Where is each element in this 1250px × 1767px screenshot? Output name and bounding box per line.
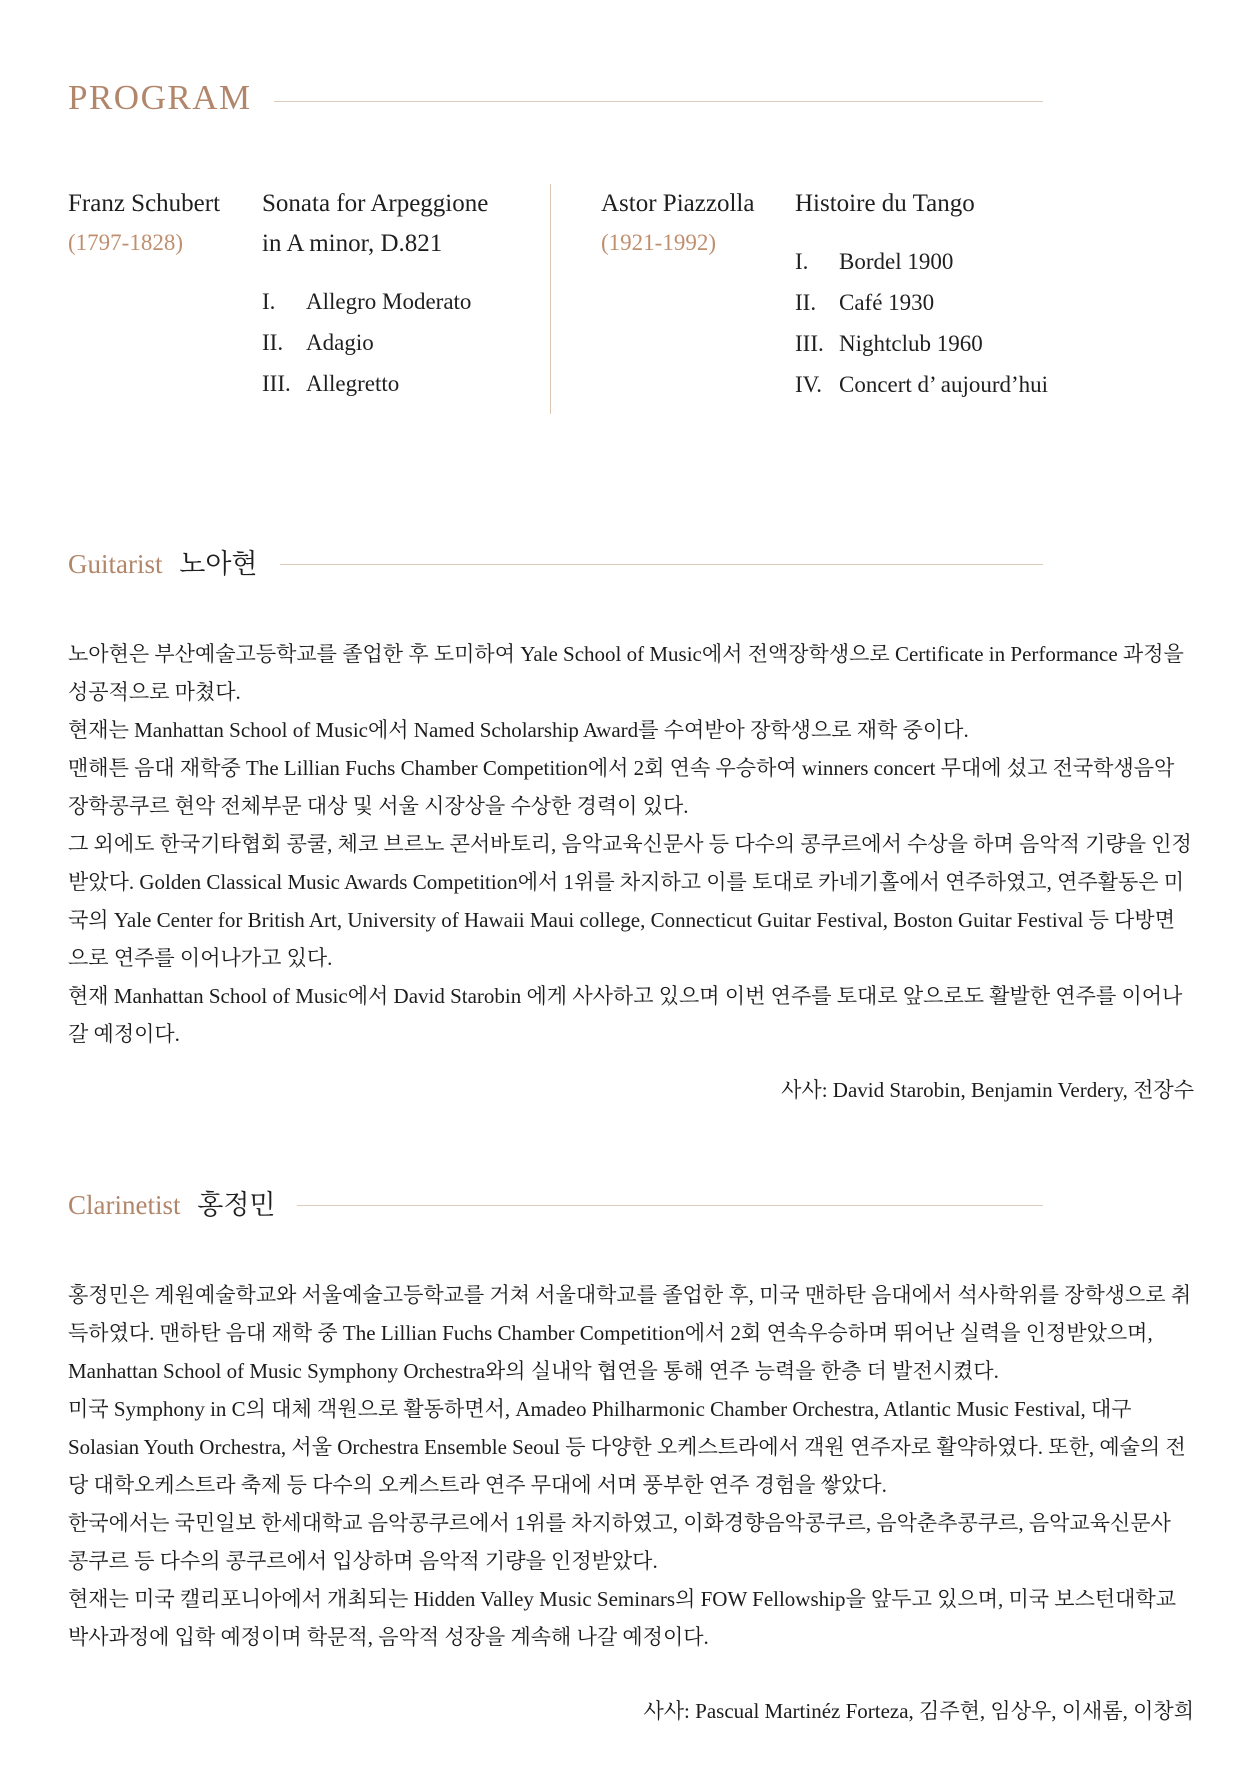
clarinetist-heading-row (68, 1183, 1043, 1222)
work-block (795, 184, 1190, 405)
movement-list (262, 281, 550, 404)
clarinetist-heading-rule (297, 1205, 1043, 1206)
work-title-line1: Histoire du Tango (795, 190, 975, 217)
movement-item (795, 241, 1190, 282)
clarinetist-heading (68, 1183, 275, 1222)
work-title-line1: Sonata for Arpeggione (262, 190, 489, 217)
movement-name: Nightclub 1960 (839, 331, 983, 356)
guitarist-heading (68, 542, 258, 581)
bio-paragraph: 홍정민은 계원예술학교와 서울예술고등학교를 거쳐 서울대학교를 졸업한 후, 미국 맨하탄 음대에서 석사학위를 장학생으로 취득하였다. 맨하탄 음대 재학 중 The Lillian Fuchs Chamber Competition에서 2회 연속우승하며 뛰어난 실력을 인정받았으며, Manhattan School of Music Symphony Orchestra와의 실내악 협연을 통해 연주 능력을 한층 더 발전시켰다. (68, 1283, 1192, 1383)
composer-name: Astor Piazzolla (601, 190, 755, 217)
bio-paragraph: 현재 Manhattan School of Music에서 David Starobin 에게 사사하고 있으며 이번 연주를 토대로 앞으로도 활발한 연주를 이어나갈 예정이다. (68, 984, 1183, 1046)
piece-schubert (68, 184, 550, 414)
guitarist-heading-rule (280, 564, 1044, 565)
movement-name: Allegro Moderato (306, 289, 472, 314)
composer-name: Franz Schubert (68, 190, 221, 217)
performer-role: Guitarist (68, 549, 163, 579)
work-title-line2: in A minor, D.821 (262, 230, 443, 257)
movement-item (795, 282, 1190, 323)
bio-paragraph: 맨해튼 음대 재학중 The Lillian Fuchs Chamber Competition에서 2회 연속 우승하여 winners concert 무대에 섰고 전국학생음악장학콩쿠르 현악 전체부문 대상 및 서울 시장상을 수상한 경력이 있다. (68, 756, 1175, 818)
program-heading-rule (274, 101, 1043, 102)
bio-paragraph: 노아현은 부산예술고등학교를 졸업한 후 도미하여 Yale School of Music에서 전액장학생으로 Certificate in Performance 과정을 성공적으로 마쳤다. (68, 642, 1184, 704)
guitarist-bio (68, 635, 1194, 1053)
work-block (262, 184, 550, 404)
performer-role: Clarinetist (68, 1190, 181, 1220)
movement-item (795, 323, 1190, 364)
clarinetist-bio (68, 1276, 1194, 1656)
program-title: PROGRAM (68, 78, 252, 117)
movement-numeral: IV. (795, 372, 823, 397)
program-heading-row (68, 78, 1043, 118)
movement-numeral: II. (795, 290, 817, 315)
bio-paragraph: 현재는 Manhattan School of Music에서 Named Scholarship Award를 수여받아 장학생으로 재학 중이다. (68, 718, 969, 742)
movement-name: Concert d’ aujourd’hui (839, 372, 1049, 397)
performer-name: 홍정민 (197, 1190, 276, 1220)
composer-block (68, 184, 262, 404)
clarinetist-teachers: 사사: Pascual Martinéz Forteza, 김주현, 임상우, 이새롬, 이창희 (643, 1699, 1194, 1723)
composer-dates: (1921-1992) (601, 230, 716, 255)
guitarist-heading-row (68, 542, 1043, 581)
guitarist-teachers: 사사: David Starobin, Benjamin Verdery, 전장수 (781, 1078, 1194, 1102)
movement-name: Adagio (306, 330, 374, 355)
bio-paragraph: 그 외에도 한국기타협회 콩쿨, 체코 브르노 콘서바토리, 음악교육신문사 등 다수의 콩쿠르에서 수상을 하며 음악적 기량을 인정받았다. Golden Classical Music Awards Competition에서 1위를 차지하고 이를 토대로 카네기홀에서 연주하였고, 연주활동은 미국의 Yale Center for British Art, University of Hawaii Maui college, Connecticut Guitar Festival, Boston Guitar Festival 등 다방면으로 연주를 이어나가고 있다. (68, 832, 1192, 970)
movement-numeral: III. (262, 371, 291, 396)
movement-numeral: II. (262, 330, 284, 355)
performer-name: 노아현 (179, 549, 258, 579)
section-guitarist (68, 542, 1194, 1109)
bio-paragraph: 현재는 미국 캘리포니아에서 개최되는 Hidden Valley Music Seminars의 FOW Fellowship을 앞두고 있으며, 미국 보스턴대학교 박사과정에 입학 예정이며 학문적, 음악적 성장을 계속해 나갈 예정이다. (68, 1587, 1177, 1649)
movement-name: Café 1930 (839, 290, 935, 315)
movement-list (795, 241, 1190, 405)
movement-name: Bordel 1900 (839, 249, 954, 274)
bio-paragraph: 미국 Symphony in C의 대체 객원으로 활동하면서, Amadeo Philharmonic Chamber Orchestra, Atlantic Music Festival, 대구 Solasian Youth Orchestra, 서울 Orchestra Ensemble Seoul 등 다양한 오케스트라에서 객원 연주자로 활약하였다. 또한, 예술의 전당 대학오케스트라 축제 등 다수의 오케스트라 연주 무대에 서며 풍부한 연주 경험을 쌓았다. (68, 1397, 1186, 1497)
composer-block (601, 184, 795, 405)
bio-paragraph: 한국에서는 국민일보 한세대학교 음악콩쿠르에서 1위를 차지하였고, 이화경향음악콩쿠르, 음악춘추콩쿠르, 음악교육신문사 콩쿠르 등 다수의 콩쿠르에서 입상하며 음악적 기량을 인정받았다. (68, 1511, 1171, 1573)
composer-dates: (1797-1828) (68, 230, 183, 255)
movement-item (795, 364, 1190, 405)
movement-numeral: I. (262, 289, 276, 314)
movement-numeral: I. (795, 249, 809, 274)
movement-numeral: III. (795, 331, 824, 356)
section-clarinetist (68, 1183, 1194, 1730)
movement-name: Allegretto (306, 371, 400, 396)
movement-item (262, 363, 550, 404)
movement-item (262, 281, 550, 322)
movement-item (262, 322, 550, 363)
program-list (68, 184, 1190, 414)
piece-piazzolla (551, 184, 1190, 414)
